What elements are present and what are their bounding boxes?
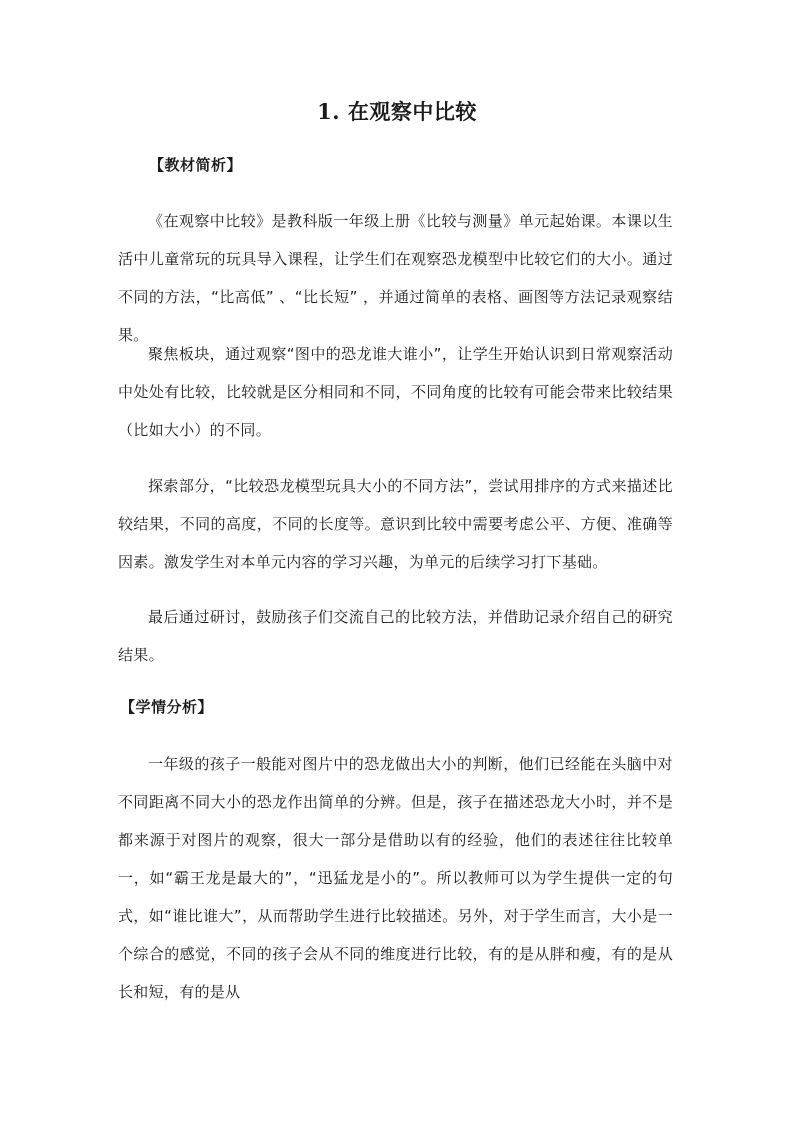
paragraph: 《在观察中比较》是教科版一年级上册《比较与测量》单元起始课。本课以生活中儿童常玩的玩具导入课程，让学生们在观察恐龙模型中比较它们的大小。通过不同的方法，“比高低” 、“比长短” ，并通过简单的表格、画图等方法记录观察结果。 <box>118 212 673 344</box>
paragraph: 探索部分，“比较恐龙模型玩具大小的不同方法”，尝试用排序的方式来描述比较结果，不同的高度，不同的长度等。意识到比较中需要考虑公平、方便、准确等因素。激发学生对本单元内容的学习兴趣，为单元的后续学习打下基础。 <box>118 477 673 571</box>
document-title: 1. 在观察中比较 <box>317 99 477 124</box>
section-heading-textbook-analysis: 【教材简析】 <box>149 156 243 174</box>
paragraph: 一年级的孩子一般能对图片中的恐龙做出大小的判断，他们已经能在头脑中对不同距离不同大小的恐龙作出简单的分辨。但是，孩子在描述恐龙大小时，并不是都来源于对图片的观察，很大一部分是借助以有的经验，他们的表述往往比较单一，如“霸王龙是最大的”，“迅猛龙是小的”。所以教师可以为学生提供一定的句式，如“谁比谁大”，从而帮助学生进行比较描述。另外，对于学生而言，大小是一个综合的感觉，不同的孩子会从不同的维度进行比较，有的是从胖和瘦，有的是从长和短，有的是从 <box>118 755 673 1001</box>
section-heading-student-analysis: 【学情分析】 <box>120 698 214 716</box>
paragraph: 最后通过研讨，鼓励孩子们交流自己的比较方法，并借助记录介绍自己的研究结果。 <box>118 608 673 664</box>
paragraph: 聚焦板块，通过观察“图中的恐龙谁大谁小”，让学生开始认识到日常观察活动中处处有比较，比较就是区分相同和不同，不同角度的比较有可能会带来比较结果（比如大小）的不同。 <box>118 345 673 439</box>
